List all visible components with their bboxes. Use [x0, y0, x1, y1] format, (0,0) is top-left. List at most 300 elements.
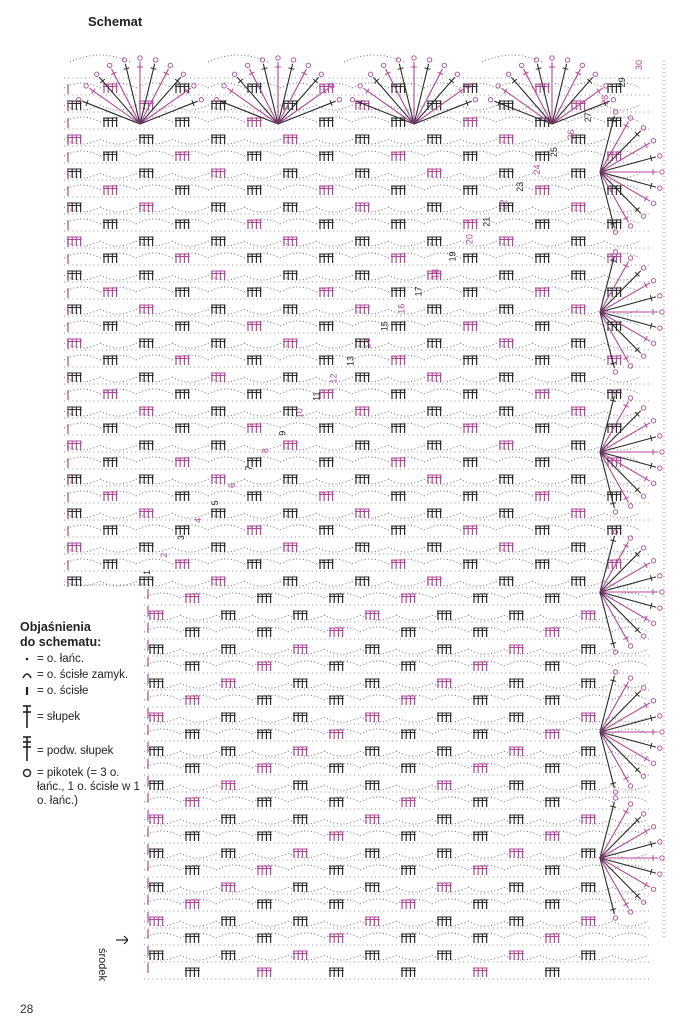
chain-arc	[424, 547, 460, 552]
circle-icon	[20, 766, 34, 780]
chain-arc	[460, 139, 496, 144]
chain-arc	[64, 411, 100, 416]
legend-heading-line-1: Objaśnienia	[20, 620, 91, 634]
top-fan-spoke	[414, 101, 472, 124]
chain-arc	[280, 423, 316, 428]
chain-arc	[612, 695, 648, 700]
chain-arc	[540, 887, 576, 892]
chain-arc	[324, 683, 360, 688]
chain-arc	[288, 865, 324, 870]
chain-arc	[360, 729, 396, 734]
chain-arc	[532, 309, 568, 314]
chain-arc	[388, 479, 424, 484]
chain-arc	[568, 389, 604, 394]
chain-arc	[280, 343, 316, 348]
legend-item-slip-stitch	[20, 668, 150, 682]
picot	[138, 56, 142, 60]
chain-arc	[252, 751, 288, 756]
picot	[658, 606, 662, 610]
picot	[651, 699, 655, 703]
chain-arc	[216, 593, 252, 598]
picot	[651, 139, 655, 143]
chain-arc	[360, 763, 396, 768]
chain-arc	[136, 411, 172, 416]
legend	[20, 620, 150, 808]
top-fan-spoke-bar	[597, 89, 600, 94]
chain-arc	[604, 241, 640, 246]
legend-item-treble-crochet	[20, 736, 150, 762]
picot	[651, 341, 655, 345]
row-number: 19	[447, 251, 458, 262]
chain-arc	[244, 207, 280, 212]
top-fan-spoke-bar	[151, 68, 157, 69]
chain-arc	[280, 581, 316, 586]
picot	[337, 98, 341, 102]
chain-arc	[70, 55, 130, 62]
chain-arc	[208, 287, 244, 292]
chain-arc	[468, 887, 504, 892]
chain-arc	[208, 139, 244, 144]
row-number: 21	[481, 216, 492, 227]
chain-arc	[172, 207, 208, 212]
chain-arc	[172, 377, 208, 382]
chain-arc	[424, 139, 460, 144]
legend-item-double-crochet	[20, 704, 150, 730]
side-fan-spoke	[600, 577, 656, 592]
chain-arc	[568, 321, 604, 326]
chain-arc	[388, 139, 424, 144]
chain-arc	[460, 309, 496, 314]
chain-arc	[136, 457, 172, 462]
chain-arc	[136, 479, 172, 484]
chain-arc	[180, 921, 216, 926]
top-fan-spoke-bar	[185, 89, 188, 94]
chain-arc	[64, 117, 100, 122]
chain-arc	[496, 513, 532, 518]
chain-arc	[424, 207, 460, 212]
chain-arc	[468, 921, 504, 926]
chain-arc	[496, 241, 532, 246]
chain-arc	[424, 389, 460, 394]
chain-arc	[352, 117, 388, 122]
chain-arc	[360, 831, 396, 836]
chain-arc	[208, 491, 244, 496]
chain-arc	[612, 615, 648, 620]
chain-arc	[424, 525, 460, 530]
chain-arc	[100, 309, 136, 314]
chain-arc	[324, 649, 360, 654]
picot	[658, 186, 662, 190]
center-label: środek	[96, 948, 108, 982]
chain-arc	[468, 853, 504, 858]
chain-arc	[612, 627, 648, 632]
arc-icon	[20, 668, 34, 682]
chain-arc	[216, 627, 252, 632]
chain-arc	[468, 819, 504, 824]
chain-arc	[468, 751, 504, 756]
picot	[651, 621, 655, 625]
chain-arc	[388, 377, 424, 382]
chain-arc	[252, 955, 288, 960]
side-fan-spoke	[600, 312, 614, 368]
chain-arc	[280, 173, 316, 178]
row-number: 15	[379, 321, 390, 332]
chain-arc	[208, 559, 244, 564]
chain-arc	[360, 865, 396, 870]
chain-arc	[64, 513, 100, 518]
chain-arc	[136, 309, 172, 314]
picot	[628, 644, 632, 648]
row-number: 26	[566, 129, 577, 140]
chain-arc	[568, 173, 604, 178]
chain-arc	[388, 581, 424, 586]
picot	[260, 58, 264, 62]
row-number: 28	[600, 94, 611, 105]
picot	[412, 56, 416, 60]
top-fan-spoke-bar	[398, 68, 404, 69]
chain-arc	[432, 729, 468, 734]
chain-arc	[352, 457, 388, 462]
chain-arc	[288, 661, 324, 666]
chain-arc	[532, 547, 568, 552]
picot	[613, 250, 617, 254]
chain-arc	[352, 513, 388, 518]
picot	[593, 72, 597, 76]
chain-arc	[316, 445, 352, 450]
chain-arc	[64, 309, 100, 314]
chain-arc	[216, 899, 252, 904]
chain-arc	[496, 139, 532, 144]
chain-arc	[496, 377, 532, 382]
chain-arc	[424, 151, 460, 156]
chain-arc	[280, 321, 316, 326]
picot	[396, 58, 400, 62]
chain-arc	[352, 185, 388, 190]
chain-arc	[568, 343, 604, 348]
chain-arc	[496, 321, 532, 326]
chain-arc	[396, 887, 432, 892]
chain-arc	[64, 343, 100, 348]
top-fan-spoke-bar	[92, 89, 95, 94]
picot	[641, 774, 645, 778]
picot	[660, 730, 664, 734]
picot	[641, 214, 645, 218]
picot	[660, 590, 664, 594]
chain-arc	[360, 933, 396, 938]
chain-arc	[64, 559, 100, 564]
row-number: 3	[175, 535, 186, 541]
chain-arc	[252, 649, 288, 654]
chain-arc	[532, 513, 568, 518]
arrow-right-icon	[116, 930, 128, 950]
chain-arc	[360, 797, 396, 802]
chain-arc	[568, 479, 604, 484]
picot	[651, 887, 655, 891]
chain-arc	[532, 479, 568, 484]
side-fan-spoke	[600, 676, 614, 732]
chain-arc	[244, 377, 280, 382]
side-fan-spoke	[600, 592, 614, 648]
chain-arc	[100, 547, 136, 552]
chain-arc	[280, 547, 316, 552]
picot	[651, 559, 655, 563]
chart-title: Schemat	[88, 14, 143, 29]
picot	[368, 72, 372, 76]
picot	[613, 110, 617, 114]
chain-arc	[532, 411, 568, 416]
chain-arc	[568, 547, 604, 552]
chain-arc	[208, 377, 244, 382]
chain-arc	[352, 241, 388, 246]
chain-arc	[64, 457, 100, 462]
row-number: 8	[260, 448, 271, 454]
chain-arc	[424, 559, 460, 564]
chain-arc	[208, 309, 244, 314]
chain-arc	[496, 173, 532, 178]
top-fan-spoke-bar	[289, 68, 295, 69]
picot	[658, 714, 662, 718]
chain-arc	[568, 287, 604, 292]
picot	[628, 224, 632, 228]
chain-arc	[532, 377, 568, 382]
chain-arc	[496, 457, 532, 462]
picot	[628, 364, 632, 368]
chain-arc	[424, 445, 460, 450]
chain-arc	[396, 819, 432, 824]
picot	[381, 63, 385, 67]
chain-arc	[352, 479, 388, 484]
chain-arc	[144, 933, 180, 938]
chain-arc	[612, 921, 648, 926]
chain-arc	[532, 275, 568, 280]
picot	[222, 84, 226, 88]
chain-arc	[396, 785, 432, 790]
chain-arc	[540, 717, 576, 722]
chain-arc	[280, 241, 316, 246]
chain-arc	[468, 649, 504, 654]
row-number: 5	[209, 500, 220, 506]
picot	[651, 761, 655, 765]
chain-arc	[100, 139, 136, 144]
picot	[613, 670, 617, 674]
chain-arc	[64, 241, 100, 246]
chain-arc	[432, 627, 468, 632]
chain-arc	[252, 785, 288, 790]
chain-arc	[180, 615, 216, 620]
top-fan-spoke-bar	[563, 68, 569, 69]
chain-arc	[216, 695, 252, 700]
chain-arc	[180, 649, 216, 654]
picot	[660, 170, 664, 174]
chain-arc	[280, 513, 316, 518]
legend-heading-line-2: do schematu:	[20, 635, 102, 649]
chain-arc	[64, 525, 100, 530]
chain-arc	[604, 513, 640, 518]
chain-arc	[352, 219, 388, 224]
chain-arc	[460, 581, 496, 586]
double-dagger-icon	[20, 736, 34, 762]
chain-arc	[208, 55, 268, 62]
chain-arc	[136, 253, 172, 258]
chain-arc	[208, 219, 244, 224]
picot	[455, 72, 459, 76]
chain-arc	[468, 683, 504, 688]
chain-arc	[568, 513, 604, 518]
chain-arc	[136, 423, 172, 428]
chain-arc	[244, 547, 280, 552]
top-fan-spoke-bar	[459, 89, 462, 94]
chain-arc	[64, 479, 100, 484]
chain-arc	[216, 831, 252, 836]
chain-arc	[64, 423, 100, 428]
chain-arc	[388, 411, 424, 416]
chain-arc	[460, 547, 496, 552]
chain-arc	[388, 173, 424, 178]
chain-arc	[280, 219, 316, 224]
row-number: 2	[158, 552, 169, 558]
chain-arc	[324, 751, 360, 756]
chain-arc	[288, 695, 324, 700]
chain-arc	[136, 343, 172, 348]
chain-arc	[396, 615, 432, 620]
chain-arc	[460, 343, 496, 348]
chain-arc	[432, 899, 468, 904]
picot	[565, 58, 569, 62]
chain-arc	[352, 525, 388, 530]
chain-arc	[432, 593, 468, 598]
chain-arc	[136, 185, 172, 190]
chain-arc	[244, 275, 280, 280]
chain-arc	[136, 547, 172, 552]
chain-arc	[396, 683, 432, 688]
chain-arc	[432, 797, 468, 802]
chain-arc	[568, 219, 604, 224]
chain-arc	[460, 275, 496, 280]
chain-arc	[216, 865, 252, 870]
chain-arc	[208, 185, 244, 190]
chain-arc	[324, 785, 360, 790]
chain-arc	[244, 173, 280, 178]
chain-arc	[172, 411, 208, 416]
chain-arc	[568, 491, 604, 496]
chain-arc	[396, 751, 432, 756]
chain-arc	[424, 513, 460, 518]
chain-arc	[396, 649, 432, 654]
chain-arc	[496, 445, 532, 450]
chain-arc	[280, 253, 316, 258]
chain-arc	[136, 287, 172, 292]
chain-arc	[468, 615, 504, 620]
chain-arc	[136, 525, 172, 530]
chain-arc	[100, 513, 136, 518]
row-number: 7	[243, 465, 254, 471]
chain-arc	[280, 139, 316, 144]
picot	[651, 201, 655, 205]
chain-arc	[468, 785, 504, 790]
chain-arc	[208, 105, 244, 110]
chain-arc	[64, 355, 100, 360]
chain-arc	[180, 955, 216, 960]
chain-arc	[208, 253, 244, 258]
chain-arc	[424, 411, 460, 416]
chain-arc	[316, 411, 352, 416]
chain-arc	[100, 275, 136, 280]
chain-arc	[208, 389, 244, 394]
chain-arc	[468, 955, 504, 960]
picot	[358, 84, 362, 88]
side-fan-spoke	[600, 802, 614, 858]
chain-arc	[208, 173, 244, 178]
chain-arc	[100, 411, 136, 416]
picot	[319, 72, 323, 76]
picot	[519, 63, 523, 67]
picot	[306, 63, 310, 67]
chain-arc	[568, 525, 604, 530]
picot	[245, 63, 249, 67]
chain-arc	[424, 581, 460, 586]
chain-arc	[612, 661, 648, 666]
chain-arc	[460, 445, 496, 450]
chain-arc	[136, 491, 172, 496]
chain-arc	[208, 457, 244, 462]
legend-text-slip-stitch: = o. ścisłe zamyk.	[37, 669, 129, 681]
top-fan-spoke-bar	[536, 68, 542, 69]
chain-arc	[252, 683, 288, 688]
chain-arc	[460, 173, 496, 178]
chain-arc	[496, 581, 532, 586]
chain-arc	[216, 797, 252, 802]
chain-arc	[288, 899, 324, 904]
chain-arc	[280, 377, 316, 382]
picot	[658, 434, 662, 438]
chain-arc	[344, 55, 404, 62]
chain-arc	[136, 241, 172, 246]
chain-arc	[496, 355, 532, 360]
legend-text-chain: = o. łańc.	[37, 653, 84, 665]
chain-arc	[424, 491, 460, 496]
chain-arc	[388, 241, 424, 246]
chain-arc	[460, 513, 496, 518]
chain-arc	[424, 275, 460, 280]
chain-arc	[504, 899, 540, 904]
row-number: 1	[142, 569, 152, 575]
chain-arc	[504, 831, 540, 836]
picot	[628, 802, 632, 806]
chain-arc	[172, 309, 208, 314]
chain-arc	[208, 445, 244, 450]
chain-arc	[136, 219, 172, 224]
chain-arc	[576, 933, 612, 938]
chain-arc	[568, 411, 604, 416]
picot	[628, 676, 632, 680]
chain-arc	[144, 899, 180, 904]
chain-arc	[172, 479, 208, 484]
chain-arc	[352, 207, 388, 212]
chain-arc	[136, 559, 172, 564]
chain-arc	[280, 309, 316, 314]
chain-arc	[352, 139, 388, 144]
chain-arc	[568, 355, 604, 360]
chain-arc	[180, 887, 216, 892]
side-fan-spoke	[600, 116, 614, 172]
chain-arc	[172, 139, 208, 144]
picot	[651, 481, 655, 485]
chain-arc	[424, 457, 460, 462]
chain-arc	[288, 627, 324, 632]
short-bar-icon	[20, 684, 34, 698]
chain-arc	[244, 479, 280, 484]
chain-arc	[252, 887, 288, 892]
